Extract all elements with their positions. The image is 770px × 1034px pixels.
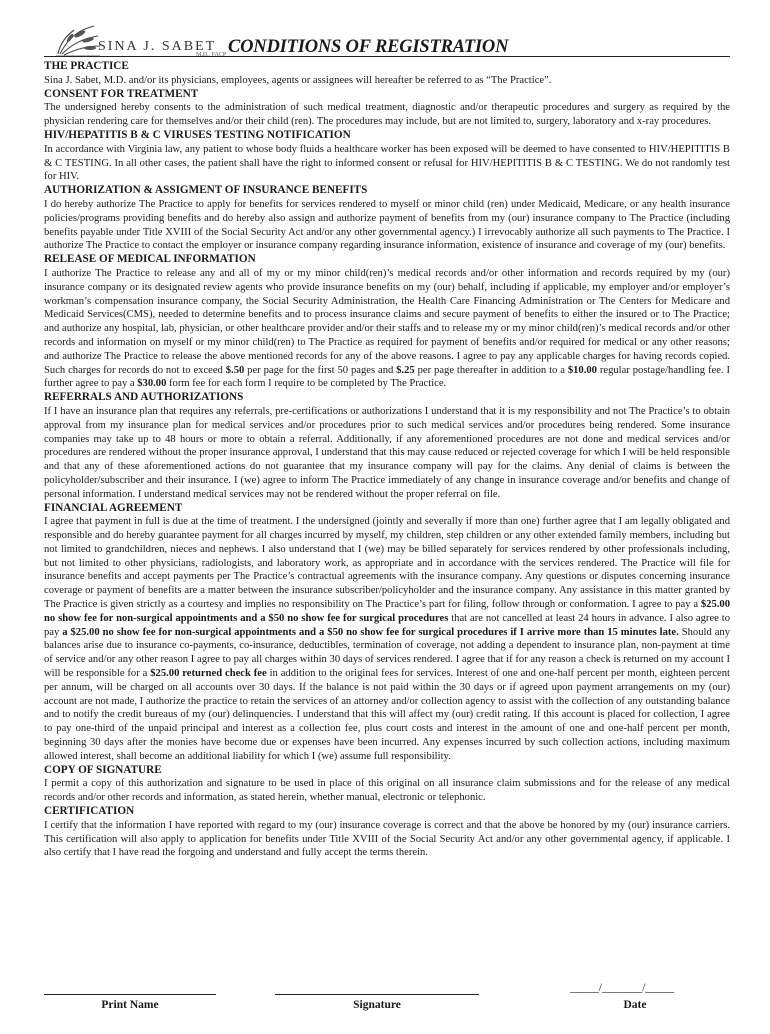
- section-heading: THE PRACTICE: [44, 60, 129, 72]
- bold-text-run: $.25: [396, 364, 415, 376]
- section-paragraph: [44, 267, 730, 391]
- section-paragraph: [44, 819, 730, 860]
- text-run: I do hereby authorize The Practice to apply for benefits for services rendered to myself or minor child (ren) under Medicaid, Medicare, or any health insurance policies/programs providing benefits and do hereby also assign and authorize payment of benefits from my (our) insurance company to The Practice (including benefits payable under Title XVIII of the Social Security Act and/or any other governmental agency.) I irrevocably authorize all such payments to The Practice. I authorize The Practice to contact the employer or insurance company regarding insurance information, existence of insurance and coverage of my (our) benefits.: [44, 198, 730, 252]
- section-heading: AUTHORIZATION & ASSIGMENT OF INSURANCE BENEFITS: [44, 184, 368, 197]
- text-run: In accordance with Virginia law, any patient to whose body fluids a healthcare worker has been exposed will be deemed to have consented to HIV/HEPITITIS B & C TESTING. In all other cases, the patient shall have the right to informed consent or refusal for HIV/HEPITITIS B & C TESTING. We do not randomly test for HIV.: [44, 143, 730, 183]
- signature-block: [44, 982, 730, 1034]
- section-paragraph: [44, 101, 730, 129]
- bold-text-run: $10.00: [567, 364, 597, 376]
- bold-text-run: $25.00 returned check fee: [150, 668, 267, 680]
- section-heading: HIV/HEPATITIS B & C VIRUSES TESTING NOTIFICATION: [44, 128, 351, 141]
- section-heading: COPY OF SIGNATURE: [44, 763, 162, 776]
- section-heading: CONSENT FOR TREATMENT: [44, 87, 199, 100]
- document-header: [44, 24, 730, 60]
- text-run: per page thereafter in addition to a: [414, 364, 568, 376]
- signature-label: Signature: [353, 999, 401, 1011]
- section-paragraph: [44, 777, 730, 805]
- date-blank[interactable]: _____/_______/_____: [570, 982, 675, 994]
- document-page: [44, 24, 730, 1011]
- section-heading: FINANCIAL AGREEMENT: [44, 501, 183, 514]
- section-heading: REFERRALS AND AUTHORIZATIONS: [44, 391, 244, 404]
- signature-line[interactable]: [275, 994, 479, 995]
- text-run: that are not cancelled at least 24 hours in advance. I also agree to pay: [44, 612, 730, 638]
- text-run: Should any balances arise due to insurance co-payments, co-insurance, deductibles, termination of coverage, not adding a dependent to insurance plan, non-payment at time of service and/or any other reason I agree to pay all charges within 30 days of services rendered. I agree that if for any reason a check is returned on my account I will be responsible for a: [44, 626, 730, 680]
- print-name-line[interactable]: [44, 994, 216, 995]
- section-paragraph: [44, 143, 730, 184]
- section-paragraph: [44, 198, 730, 253]
- text-run: I permit a copy of this authorization and signature to be used in place of this original on all insurance claim submissions and for the release of any medical records and/or other records and information, as stated herein, whether manual, electronic or telephonic.: [44, 778, 730, 804]
- text-run: Sina J. Sabet, M.D. and/or its physicians, employees, agents or assignees will hereafter be referred to as “The Practice”.: [44, 74, 552, 86]
- bold-text-run: $25.00 no show fee for non-surgical appointments and a $50 no show fee for surgical procedures: [44, 599, 730, 624]
- logo-wordmark: SINA J. SABET: [98, 39, 217, 54]
- bold-text-run: $.50: [225, 364, 245, 376]
- page-title: CONDITIONS OF REGISTRATION: [228, 37, 509, 57]
- text-run: I authorize The Practice to release any and all of my or my minor child(ren)’s medical records and/or other information and records required by my (our) insurance company or its designated review agents who provide insurance benefits on my (our) behalf, including if applicable, my employer and/or employer’s workman’s compensation insurance company, the Social Security Administration, the Health Care Financing Administration or The Centers for Medicare and Medicaid Services(CMS), needed to determine benefits and to process insurance claims and secure payment of benefits to either the insured or to The Practice; and authorize any hospital, lab, physician, or other healthcare provider and/or their staffs and to release my or my minor child(ren)’s medical records and/or other records and information on myself or my minor child(ren) to The Practice as required for payment of benefits and/or required for medical or any other reasons; and authorize The Practice to release the above mentioned records for any of the above reasons. I agree to pay any applicable charges for having records copied. Such charges for records do not to exceed: [44, 267, 730, 376]
- bold-text-run: $30.00: [137, 378, 167, 390]
- text-run: regular postage/handling fee. I further agree to pay a: [44, 364, 730, 390]
- print-name-label: Print Name: [101, 999, 159, 1011]
- text-run: If I have an insurance plan that requires any referrals, pre-certifications or authorizations I understand that it is my responsibility and not The Practice’s to obtain approval from my insurance plan for medical services and/or procedures prior to such medical services and/or procedures being rendered. Some insurance companies may take up to 48 hours or more to obtain a referral. Additionally, if any aforementioned procedures are not done and medical services and/or procedures are rendered without the proper insurance approval, I understand that this may cause reduced or rejected coverage for which I will be held responsible and that any of these aforementioned actions do not guarantee that my insurance company will pay for the claims. Any denial of claims is between the policyholder/subscriber and their insurance. I (we) agree to inform The Practice immediately of any change in insurance coverage and/or benefits and change of personal information. I understand medical services may not be rendered without the proper referral on file.: [44, 405, 730, 500]
- text-run: I agree that payment in full is due at the time of treatment. I the undersigned (jointly and severally if more than one) further agree that I am legally obligated and responsible and do hereby guarantee payment for all charges incurred by myself, my children, step children or any other extended family members, including but not limited to grandchildren, nieces and nephews. I also understand that I (we) may be billed separately for services rendered by other professionals including, but not limited to other physicians, radiologists, and laboratory work, as appropriate and in accordance with the services rendered. The Practice will file for insurance benefits and accept payments per The Practice’s contractual agreements with the insurance company. Any questions or disputes concerning insurance coverage or payment of benefits are a matter between the insurance subscriber/policyholder and the insurance company. Any assistance in this matter granted by The Practice is given strictly as a courtesy and implies no responsibility on The Practice’s part for filing, follow through or conformation. I agree to pay a: [44, 516, 730, 611]
- text-run: per page for the first 50 pages and: [244, 364, 397, 376]
- section-paragraph: [44, 515, 730, 763]
- date-label: Date: [623, 999, 647, 1011]
- text-run: in addition to the original fees for services. Interest of one and one-half percent per month, eighteen percent per annum, will be charged on all accounts over 30 days. If the balance is not paid within the 30 days or if agreed upon payment arrangements on my (our) account are not made, I authorize the practice to retain the services of an attorney and/or collection agency to assist with the collection of any outstanding balance and to notify the credit bureaus of my (our) delinquencies. I understand that this will affect my (our) credit rating. If this account is placed for collection, I agree to pay one-third of the unpaid principal and interest as a collection fee, plus court costs and interest in the amount of one and one-half percent per month, beginning 30 days after the monies have become due or expenses have been incurred. Any expenses incurred by such collection actions, including maximum allowed interest, shall become an additional liability for which I (we) assume full responsibility.: [44, 668, 730, 762]
- section-heading: CERTIFICATION: [44, 805, 135, 818]
- text-run: form fee for each form I require to be completed by The Practice.: [166, 378, 447, 390]
- section-paragraph: [44, 405, 730, 502]
- bold-text-run: a $25.00 no show fee for non-surgical appointments and a $50 no show fee for surgical procedures if I arrive more than 15 minutes late.: [62, 626, 679, 638]
- header-rule: [44, 56, 730, 57]
- section-paragraph: [44, 74, 730, 88]
- text-run: The undersigned hereby consents to the administration of such medical treatment, diagnostic and/or therapeutic procedures and surgery as required by the physician rendering care for themselves and/or their child (ren). The procedures may include, but are not limited to, surgery, laboratory and x-ray procedures.: [44, 102, 730, 128]
- section-heading: RELEASE OF MEDICAL INFORMATION: [44, 253, 256, 266]
- text-run: I certify that the information I have reported with regard to my (our) insurance coverage is correct and that the above be honored by my (our) insurance carriers. This certification will also apply to application for benefits under Title XVIII of the Social Security Act and/or any other governmental agency, if applicable. I also certify that I have read the forgoing and understand and fully accept the terms therein.: [44, 819, 730, 859]
- terms-sections: [44, 60, 730, 860]
- logo-credentials: M.D., FACP: [196, 52, 227, 58]
